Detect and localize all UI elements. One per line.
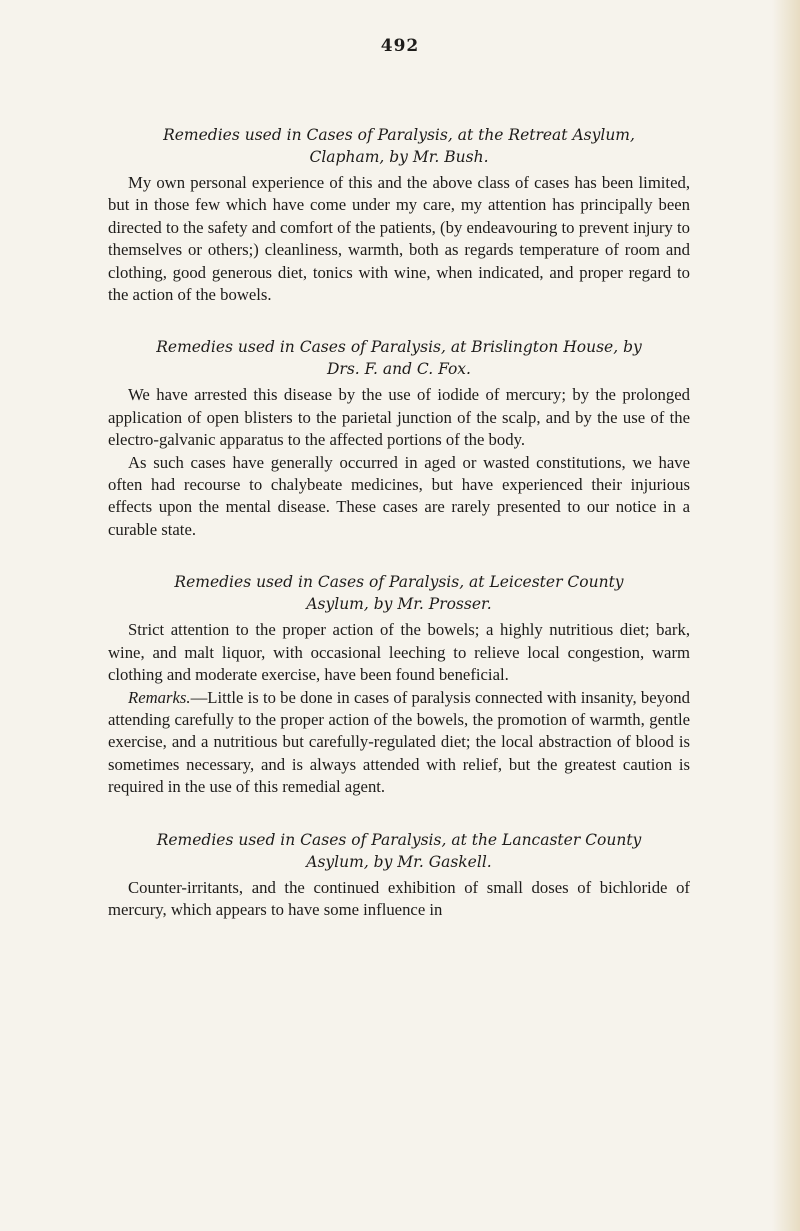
paragraph: As such cases have generally occurred in aged or wasted constitutions, we have often had recourse to chalybeate medicines, but have experienced their injurious effects upon the mental disease. These cases are rarely presented to our notice in a curable state. — [108, 452, 690, 539]
remarks-paragraph — [108, 687, 690, 799]
section-heading — [108, 124, 690, 168]
section-retreat-asylum — [108, 124, 690, 306]
remarks-label: Remarks. — [128, 687, 191, 707]
heading-line: Remedies used in Cases of Paralysis, at Brislington House, by — [156, 338, 642, 357]
section-brislington-house — [108, 336, 690, 541]
heading-line: Remedies used in Cases of Paralysis, at Leicester County — [174, 573, 624, 592]
heading-line: Remedies used in Cases of Paralysis, at the Lancaster County — [156, 830, 642, 849]
text-column — [108, 124, 690, 951]
page-edge-shadow — [772, 0, 800, 1231]
section-heading — [108, 336, 690, 380]
section-heading — [108, 829, 690, 873]
heading-line: Remedies used in Cases of Paralysis, at the Retreat Asylum, — [163, 126, 635, 144]
heading-line: Asylum, by Mr. Prosser. — [306, 595, 492, 614]
heading-line: Clapham, by Mr. Bush. — [309, 148, 489, 166]
heading-line: Asylum, by Mr. Gaskell. — [306, 852, 492, 871]
section-heading — [108, 571, 690, 615]
page-number: 492 — [380, 36, 420, 56]
section-leicester-asylum — [108, 571, 690, 798]
remarks-text: —Little is to be done in cases of paralysis connected with insanity, beyond attending carefully to the proper action of the bowels, the promotion of warmth, gentle exercise, and a nutritious but carefully-regulated diet; the local abstraction of blood is sometimes necessary, and is always attended with relief, but the greatest caution is required in the use of this remedial agent. — [108, 687, 690, 797]
paragraph: Counter-irritants, and the continued exhibition of small doses of bichloride of mercury, which appears to have some influence in — [108, 877, 690, 919]
section-lancaster-asylum — [108, 829, 690, 922]
paragraph: My own personal experience of this and the above class of cases has been limited, but in those few which have come under my care, my attention has principally been directed to the safety and comfort of the patients, (by endeavouring to prevent injury to themselves or others;) cleanliness, warmth, both as regards temperature of room and clothing, good generous diet, tonics with wine, when indicated, and proper regard to the action of the bowels. — [108, 173, 690, 305]
heading-line: Drs. F. and C. Fox. — [327, 360, 471, 379]
paragraph: We have arrested this disease by the use of iodide of mercury; by the prolonged application of open blisters to the parietal junction of the scalp, and by the use of the electro-galvanic apparatus to the affected portions of the body. — [108, 385, 690, 450]
paragraph: Strict attention to the proper action of the bowels; a highly nutritious diet; bark, wine, and malt liquor, with occasional leeching to relieve local congestion, warm clothing and moderate exercise, have been found beneficial. — [108, 620, 690, 685]
